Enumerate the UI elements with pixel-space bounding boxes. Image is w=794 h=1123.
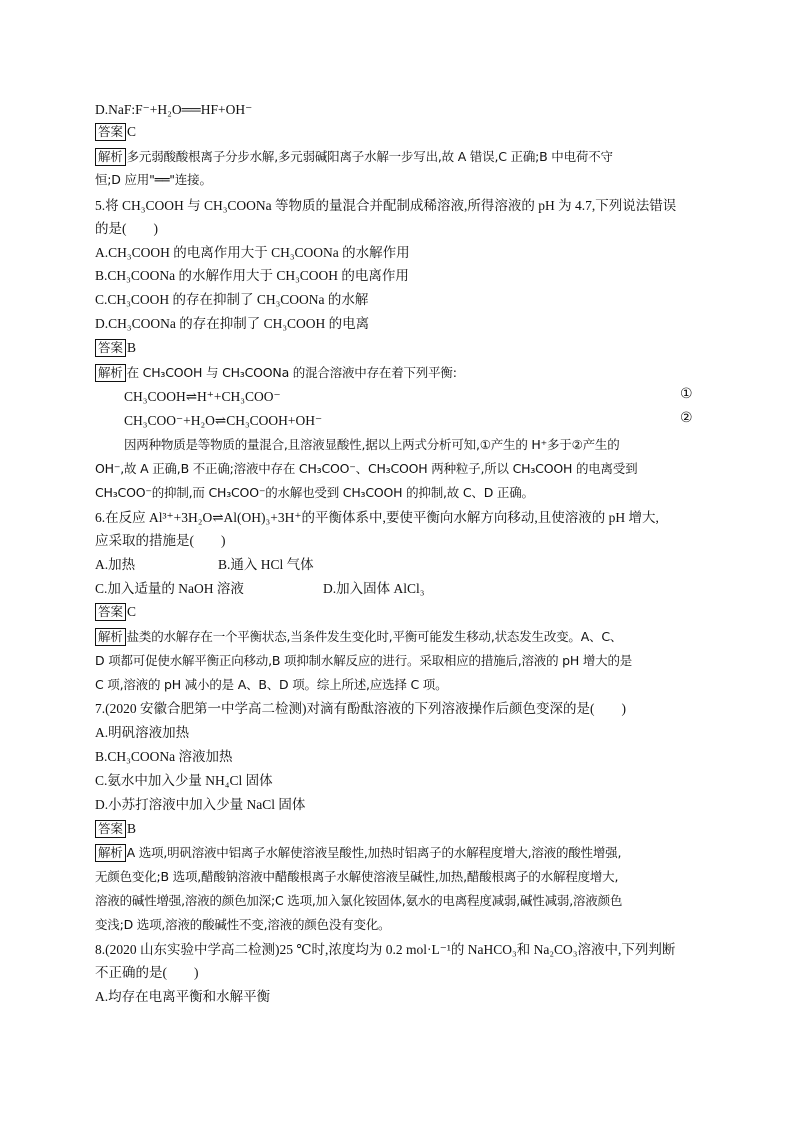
answer-line xyxy=(95,338,136,358)
answer-value: C xyxy=(127,124,137,139)
explanation-tag: 解析 xyxy=(95,844,126,862)
question-5-option-a: A.CH₃COOH 的电离作用大于 CH₃COONa 的水解作用 xyxy=(95,245,410,260)
equilibrium-1: CH₃COOH⇌H⁺+CH₃COO⁻ xyxy=(124,389,281,404)
explanation-text: 在 CH₃COOH 与 CH₃COONa 的混合溶液中存在着下列平衡: xyxy=(126,365,457,380)
explanation-line: 因两种物质是等物质的量混合,且溶液显酸性,据以上两式分析可知,①产生的 H⁺多于②产生的 xyxy=(124,437,620,452)
question-6-option-c: C.加入适量的 NaOH 溶液 xyxy=(95,581,244,596)
answer-line xyxy=(95,602,136,622)
explanation-text: A 选项,明矾溶液中铝离子水解使溶液呈酸性,加热时铝离子的水解程度增大,溶液的酸性增强, xyxy=(126,845,622,860)
explanation-line: D 项都可促使水解平衡正向移动,B 项抑制水解反应的进行。采取相应的措施后,溶液的 pH 增大的是 xyxy=(95,653,633,668)
explanation-tag: 解析 xyxy=(95,364,126,382)
answer-line xyxy=(95,819,136,839)
question-5-option-c: C.CH₃COOH 的存在抑制了 CH₃COONa 的水解 xyxy=(95,292,369,307)
explanation-line xyxy=(95,147,613,167)
question-8-option-a: A.均存在电离平衡和水解平衡 xyxy=(95,989,271,1004)
answer-value: B xyxy=(127,340,137,355)
question-6-option-a: A.加热 xyxy=(95,557,136,572)
explanation-line: 恒;D 应用"══"连接。 xyxy=(95,172,212,187)
explanation-text: 盐类的水解存在一个平衡状态,当条件发生变化时,平衡可能发生移动,状态发生改变。A、C、 xyxy=(126,629,623,644)
explanation-tag: 解析 xyxy=(95,628,126,646)
explanation-line: 变浅;D 选项,溶液的酸碱性不变,溶液的颜色没有变化。 xyxy=(95,917,391,932)
marker-1: ① xyxy=(680,386,693,402)
question-6-stem: 6.在反应 Al³⁺+3H₂O⇌Al(OH)₃+3H⁺的平衡体系中,要使平衡向水解方向移动,且使溶液的 pH 增大, xyxy=(95,510,659,525)
answer-value: B xyxy=(127,821,137,836)
question-8-stem: 不正确的是( ) xyxy=(95,965,199,980)
explanation-line xyxy=(95,363,457,383)
answer-line xyxy=(95,122,136,142)
explanation-line: OH⁻,故 A 正确,B 不正确;溶液中存在 CH₃COO⁻、CH₃COOH 两种粒子,所以 CH₃COOH 的电离受到 xyxy=(95,461,638,476)
answer-value: C xyxy=(127,604,137,619)
explanation-line xyxy=(95,627,622,647)
question-7-stem: 7.(2020 安徽合肥第一中学高二检测)对滴有酚酞溶液的下列溶液操作后颜色变深的是( ) xyxy=(95,701,626,716)
question-7-option-b: B.CH₃COONa 溶液加热 xyxy=(95,749,233,764)
question-5-stem: 的是( ) xyxy=(95,221,158,236)
marker-2: ② xyxy=(680,410,693,426)
question-8-stem: 8.(2020 山东实验中学高二检测)25 ℃时,浓度均为 0.2 mol·L⁻¹的 NaHCO₃和 Na₂CO₃溶液中,下列判断 xyxy=(95,942,676,957)
answer-tag: 答案 xyxy=(95,123,126,141)
answer-tag: 答案 xyxy=(95,603,126,621)
question-7-option-c: C.氨水中加入少量 NH₄Cl 固体 xyxy=(95,773,273,788)
question-6-stem: 应采取的措施是( ) xyxy=(95,533,226,548)
explanation-tag: 解析 xyxy=(95,148,126,166)
question-5-option-d: D.CH₃COONa 的存在抑制了 CH₃COOH 的电离 xyxy=(95,316,370,331)
question-5-option-b: B.CH₃COONa 的水解作用大于 CH₃COOH 的电离作用 xyxy=(95,268,409,283)
option-d-line: D.NaF:F⁻+H₂O══HF+OH⁻ xyxy=(95,102,253,117)
explanation-line: CH₃COO⁻的抑制,而 CH₃COO⁻的水解也受到 CH₃COOH 的抑制,故 C、D 正确。 xyxy=(95,485,534,500)
explanation-line: 无颜色变化;B 选项,醋酸钠溶液中醋酸根离子水解使溶液呈碱性,加热,醋酸根离子的水解程度增大, xyxy=(95,869,619,884)
question-6-option-d: D.加入固体 AlCl₃ xyxy=(323,581,425,596)
answer-tag: 答案 xyxy=(95,339,126,357)
equilibrium-2: CH₃COO⁻+H₂O⇌CH₃COOH+OH⁻ xyxy=(124,413,323,428)
question-7-option-d: D.小苏打溶液中加入少量 NaCl 固体 xyxy=(95,797,306,812)
question-7-option-a: A.明矾溶液加热 xyxy=(95,725,190,740)
question-6-option-b: B.通入 HCl 气体 xyxy=(218,557,314,572)
question-5-stem: 5.将 CH₃COOH 与 CH₃COONa 等物质的量混合并配制成稀溶液,所得溶液的 pH 为 4.7,下列说法错误 xyxy=(95,198,677,213)
answer-tag: 答案 xyxy=(95,820,126,838)
explanation-line xyxy=(95,843,621,863)
explanation-text: 多元弱酸酸根离子分步水解,多元弱碱阳离子水解一步写出,故 A 错误,C 正确;B 中电荷不守 xyxy=(126,149,613,164)
explanation-line: C 项,溶液的 pH 减小的是 A、B、D 项。综上所述,应选择 C 项。 xyxy=(95,677,448,692)
explanation-line: 溶液的碱性增强,溶液的颜色加深;C 选项,加入氯化铵固体,氨水的电离程度减弱,碱性减弱,溶液颜色 xyxy=(95,893,623,908)
